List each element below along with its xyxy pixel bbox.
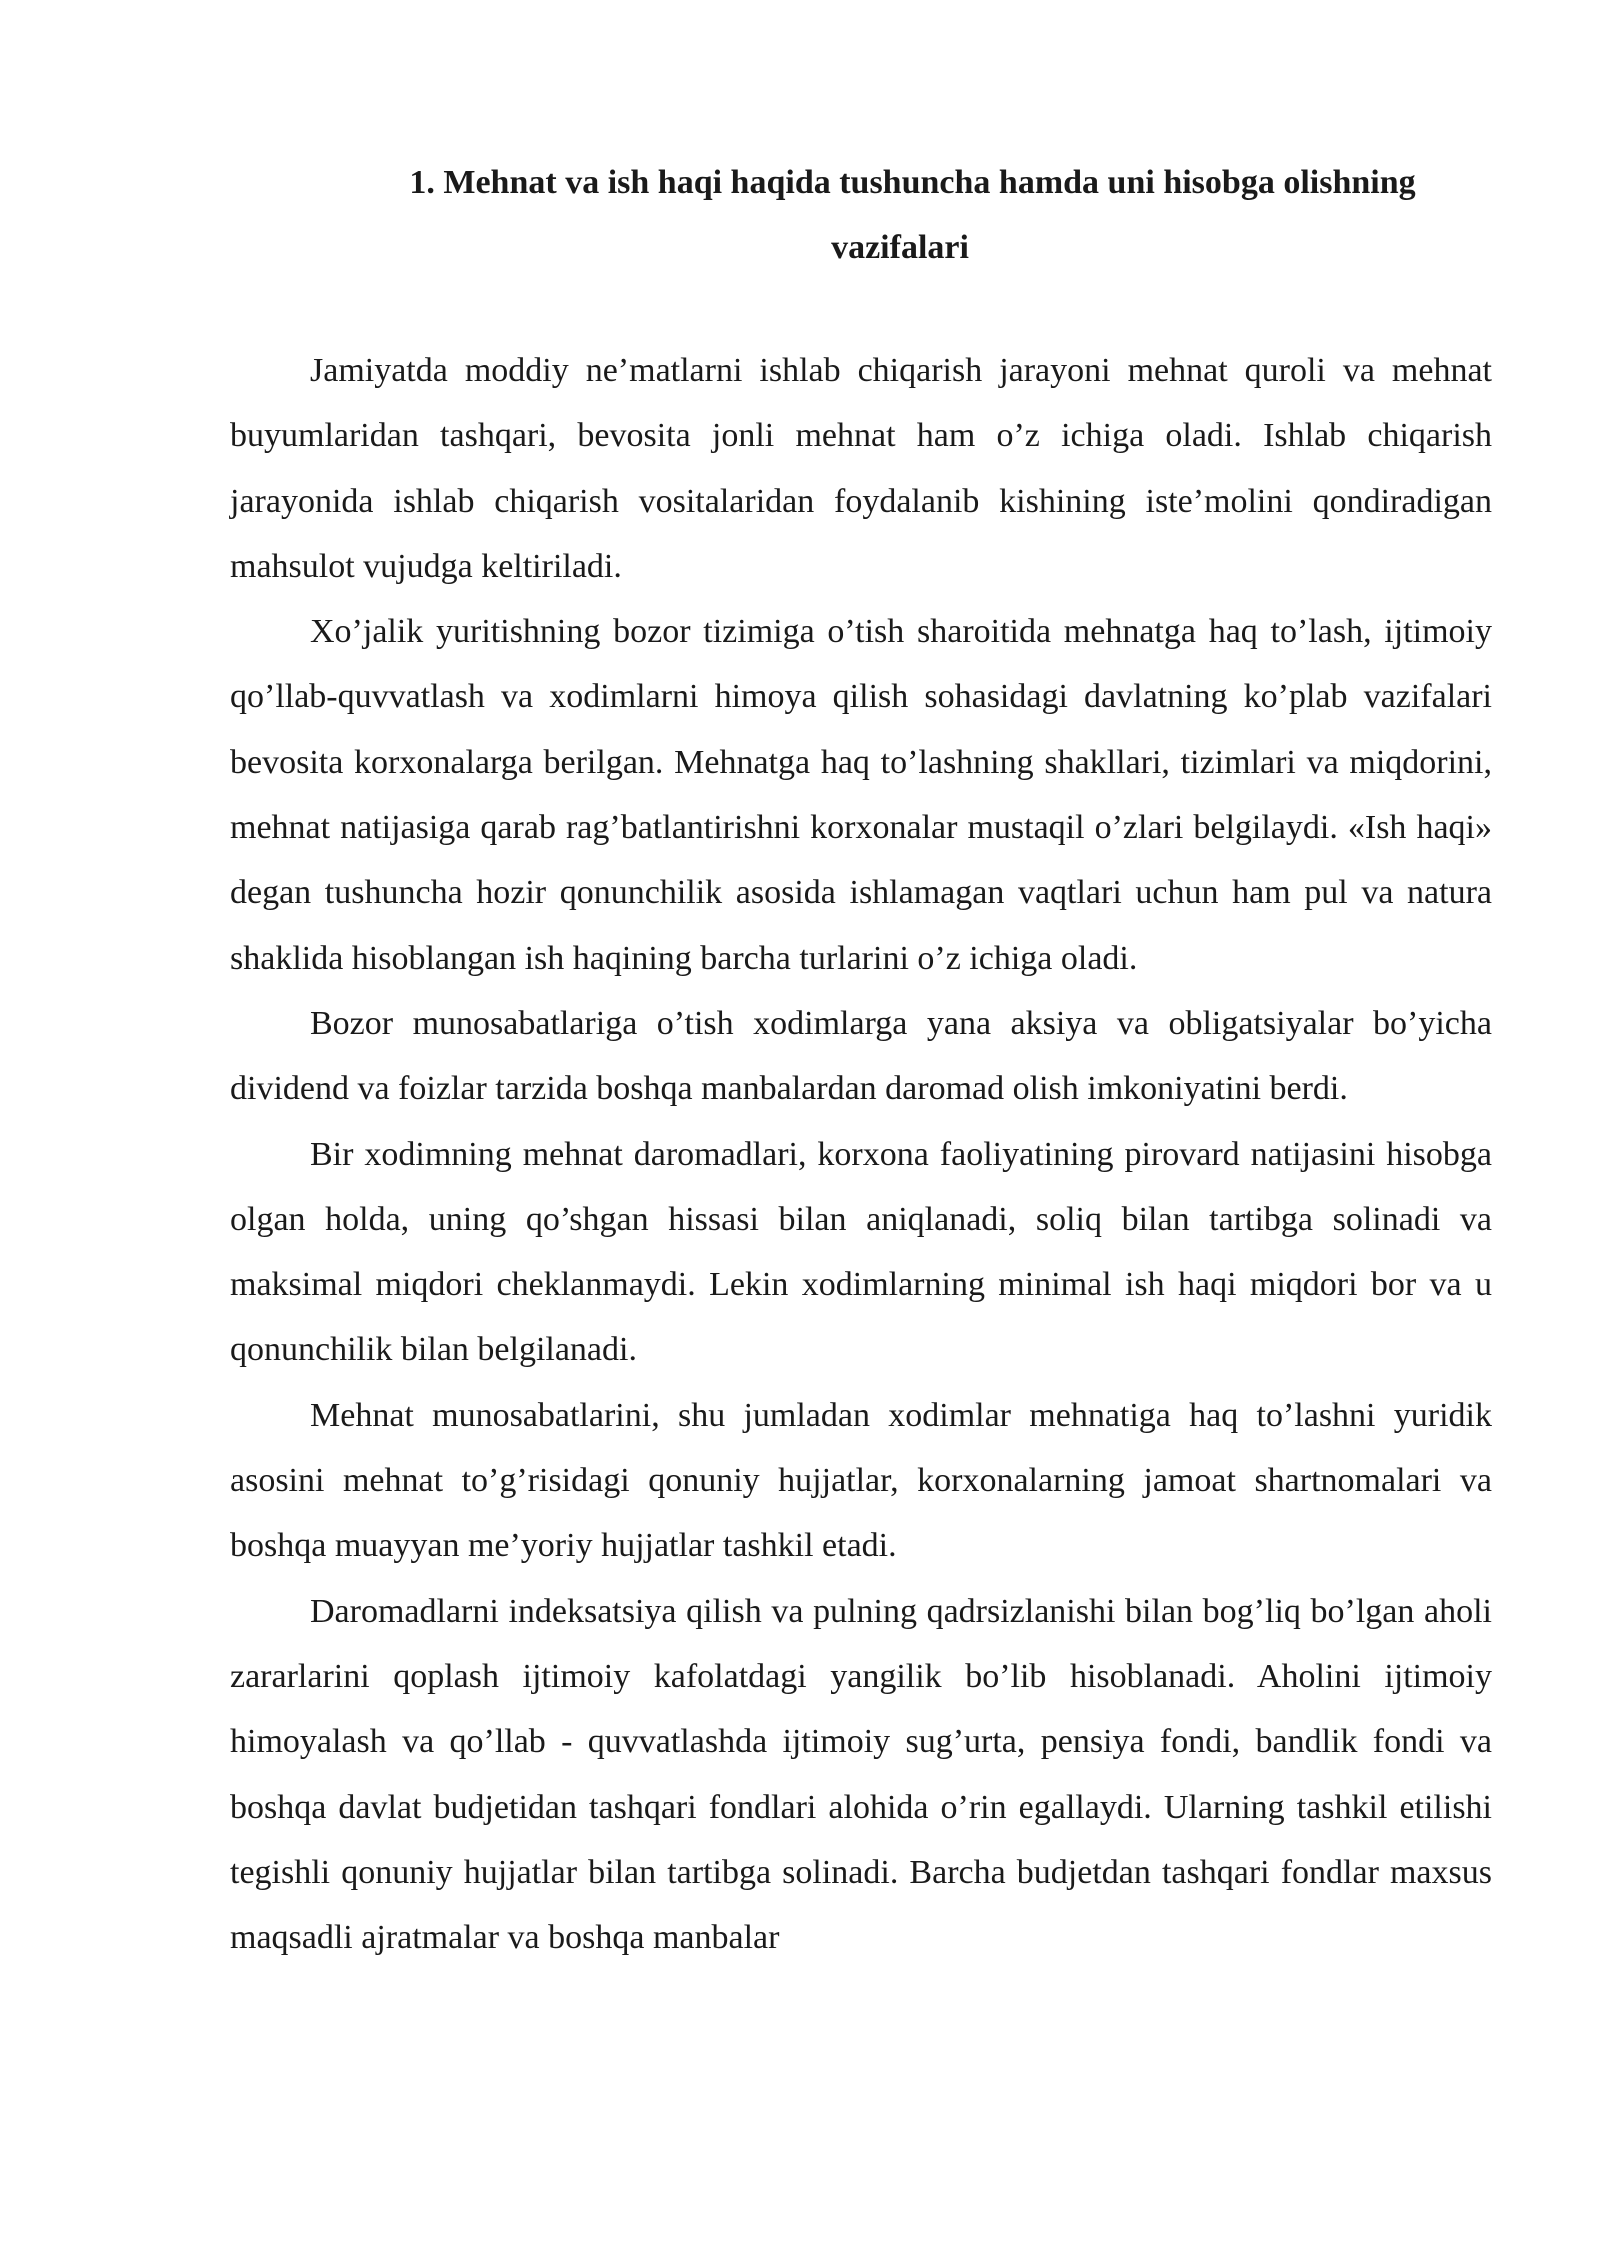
paragraph: Bozor munosabatlariga o’tish xodimlarga yana aksiya va obligatsiyalar bo’yicha dividend va foizlar tarzida boshqa manbalardan daromad olish imkoniyatini berdi. (230, 1004, 1492, 1108)
paragraph: Jamiyatda moddiy ne’matlarni ishlab chiqarish jarayoni mehnat quroli va mehnat buyumlaridan tashqari, bevosita jonli mehnat ham o’z ichiga oladi. Ishlab chiqarish jarayonida ishlab chiqarish vositalaridan foydalanib kishining iste’molini qondiradigan mahsulot vujudga keltiriladi. (230, 352, 1492, 585)
paragraph: Xo’jalik yuritishning bozor tizimiga o’tish sharoitida mehnatga haq to’lash, ijtimoiy qo’llab-quvvatlash va xodimlarni himoya qilish sohasidagi davlatning ko’plab vazifalari bevosita korxonalarga berilgan. Mehnatga haq to’lashning shakllari, tizimlari va miqdorini, mehnat natijasiga qarab rag’batlantirishni korxonalar mustaqil o’zlari belgilaydi. «Ish haqi» degan tushuncha hozir qonunchilik asosida ishlamagan vaqtlari uchun ham pul va natura shaklida hisoblangan ish haqining barcha turlarini o’z ichiga oladi. (230, 613, 1492, 977)
paragraph: Daromadlarni indeksatsiya qilish va pulning qadrsizlanishi bilan bog’liq bo’lgan aholi zararlarini qoplash ijtimoiy kafolatdagi yangilik bo’lib hisoblanadi. Aholini ijtimoiy himoyalash va qo’llab - quvvatlashda ijtimoiy sug’urta, pensiya fondi, bandlik fondi va boshqa davlat budjetidan tashqari fondlari alohida o’rin egallaydi. Ularning tashkil etilishi tegishli qonuniy hujjatlar bilan tartibga solinadi. Barcha budjetdan tashqari fondlar maxsus maqsadli ajratmalar va boshqa manbalar (230, 1592, 1492, 1957)
section-title: 1. Mehnat va ish haqi haqida tushuncha hamda uni hisobga olishning vazifalari (409, 164, 1416, 266)
body-text (230, 338, 1492, 1970)
paragraph: Mehnat munosabatlarini, shu jumladan xodimlar mehnatiga haq to’lashni yuridik asosini mehnat to’g’risidagi qonuniy hujjatlar, korxonalarning jamoat shartnomalari va boshqa muayyan me’yoriy hujjatlar tashkil etadi. (230, 1396, 1492, 1565)
paragraph: Bir xodimning mehnat daromadlari, korxona faoliyatining pirovard natijasini hisobga olgan holda, uning qo’shgan hissasi bilan aniqlanadi, soliq bilan tartibga solinadi va maksimal miqdori cheklanmaydi. Lekin xodimlarning minimal ish haqi miqdori bor va u qonunchilik bilan belgilanadi. (230, 1135, 1492, 1369)
